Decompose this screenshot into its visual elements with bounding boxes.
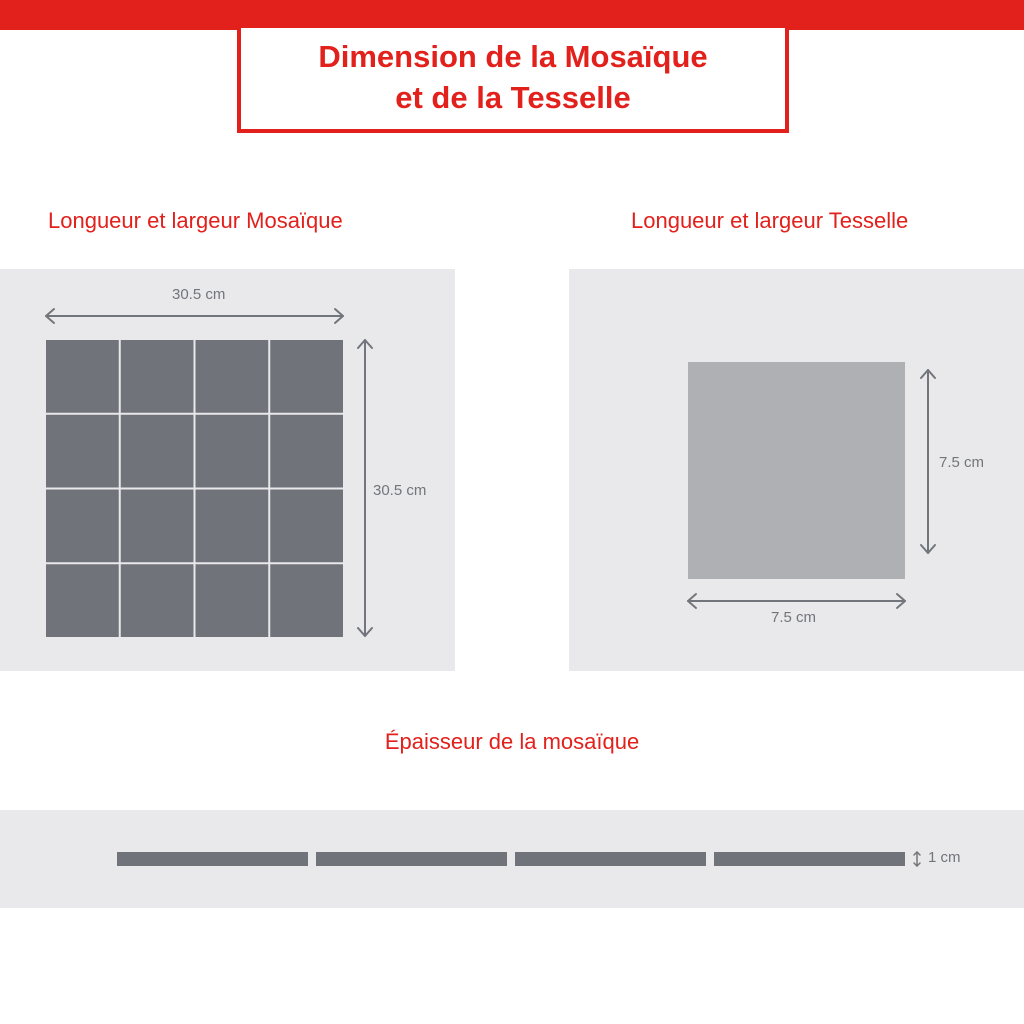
mosaic-width-arrow <box>46 309 343 323</box>
thickness-segment <box>316 852 507 866</box>
tessera-width-label: 7.5 cm <box>771 609 817 626</box>
thickness-heading: Épaisseur de la mosaïque <box>384 729 640 754</box>
mosaic-tile <box>46 490 119 563</box>
mosaic-height-label: 30.5 cm <box>373 482 427 499</box>
mosaic-tile <box>196 564 269 637</box>
thickness-label: 1 cm <box>928 849 961 866</box>
thickness-segment <box>714 852 905 866</box>
mosaic-tile <box>270 340 343 413</box>
mosaic-height-arrow <box>358 340 372 636</box>
tessera-heading: Longueur et largeur Tesselle <box>631 208 909 233</box>
mosaic-tile <box>121 340 194 413</box>
mosaic-tile <box>121 490 194 563</box>
mosaic-tile <box>46 415 119 488</box>
mosaic-tile <box>270 564 343 637</box>
tessera-square <box>688 362 905 579</box>
mosaic-tile <box>196 340 269 413</box>
mosaic-tile <box>121 564 194 637</box>
tessera-height-arrow <box>921 370 935 553</box>
page-title-line-2: et de la Tesselle <box>395 80 631 115</box>
mosaic-grid <box>46 340 343 637</box>
mosaic-heading: Longueur et largeur Mosaïque <box>48 208 343 233</box>
thickness-segment <box>117 852 308 866</box>
mosaic-tile <box>121 415 194 488</box>
mosaic-tile <box>46 340 119 413</box>
mosaic-tile <box>270 490 343 563</box>
tessera-width-arrow <box>688 594 905 608</box>
page-title-line-1: Dimension de la Mosaïque <box>318 39 708 74</box>
mosaic-tile <box>196 490 269 563</box>
thickness-segment <box>515 852 706 866</box>
mosaic-tile <box>196 415 269 488</box>
mosaic-tile <box>270 415 343 488</box>
tessera-height-label: 7.5 cm <box>939 454 985 471</box>
mosaic-width-label: 30.5 cm <box>172 286 226 303</box>
mosaic-tile <box>46 564 119 637</box>
